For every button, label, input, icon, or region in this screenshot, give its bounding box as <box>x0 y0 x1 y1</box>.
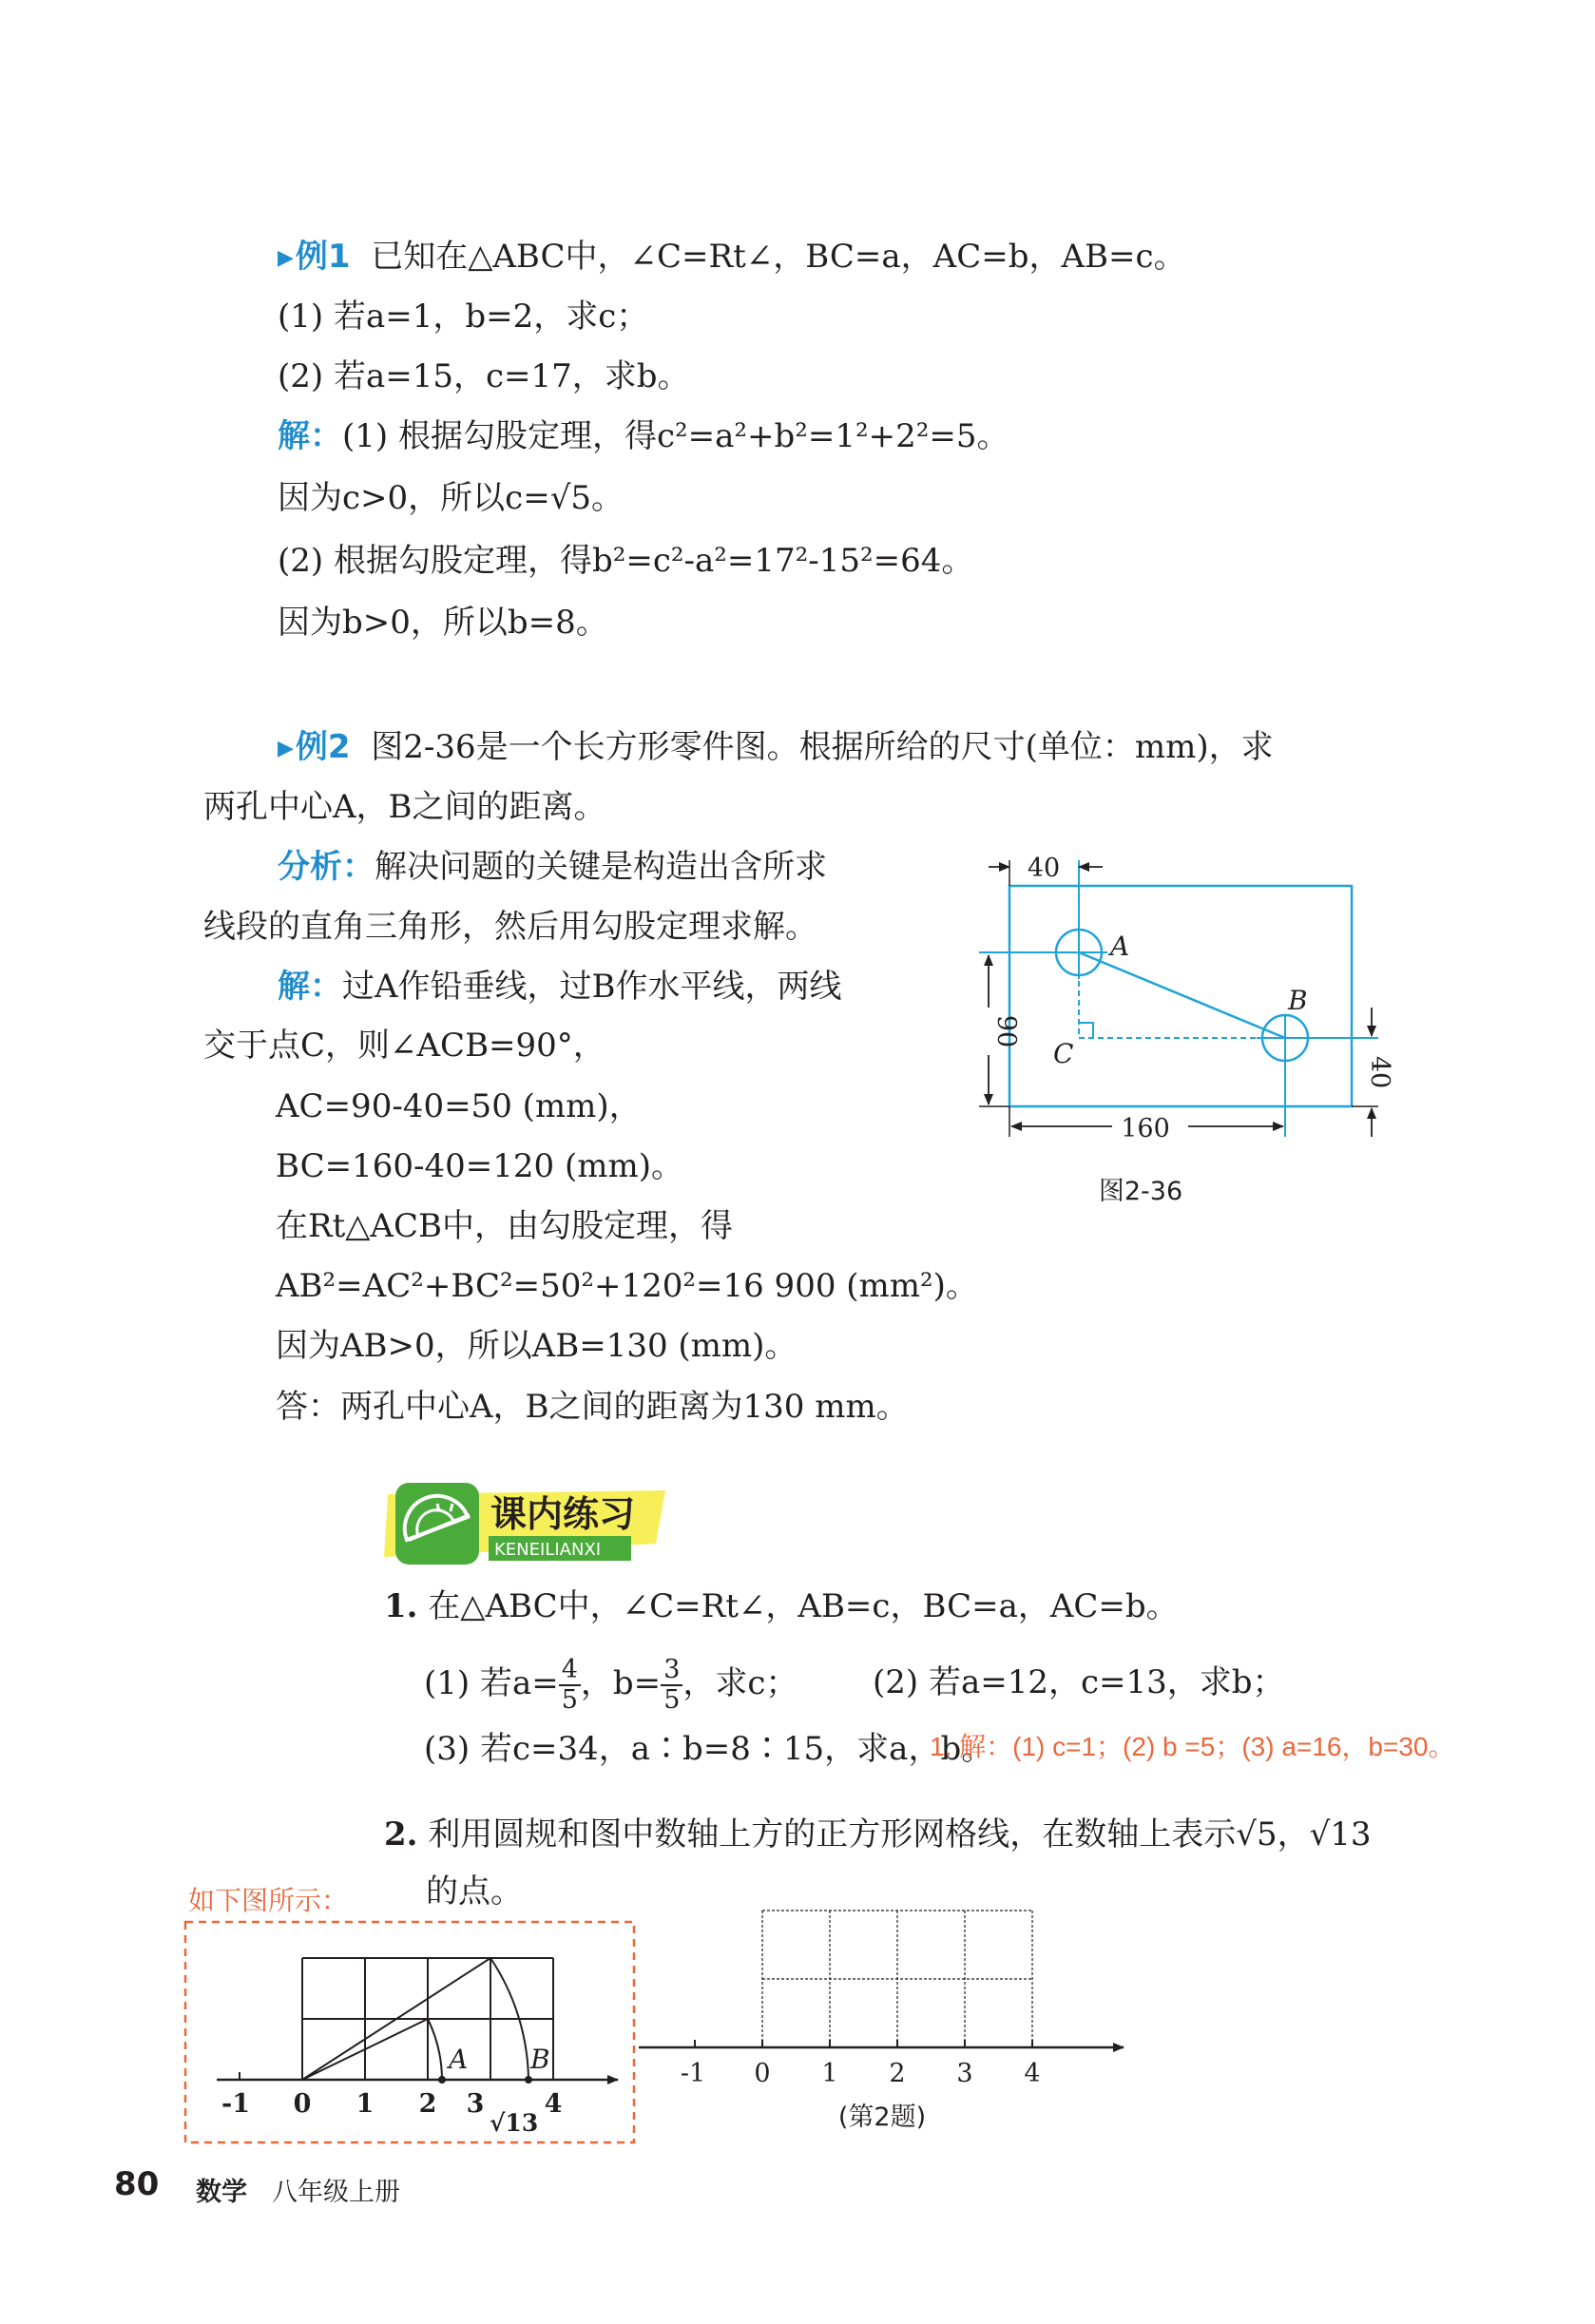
question1-number: 1. <box>384 1587 418 1625</box>
figure-2-36-caption: 图2-36 <box>1098 1177 1183 1206</box>
question1-part1-mid: ，b= <box>580 1664 662 1702</box>
dim-right-label: 40 <box>1365 1055 1394 1089</box>
example1-solution-line3: (2) 根据勾股定理，得b²=c²-a²=17²-15²=64。 <box>278 542 974 580</box>
example2-solution-line4: BC=160-40=120 (mm)。 <box>276 1147 683 1185</box>
example1-label-text: 例1 <box>295 238 351 276</box>
point-a-label: A <box>1110 931 1130 962</box>
number-line-tick-4: 4 <box>1024 2059 1041 2088</box>
example2-solution-line8: 答：两孔中心A，B之间的距离为130 mm。 <box>276 1388 909 1426</box>
number-line-tick-1: 1 <box>821 2059 838 2088</box>
point-c-label: C <box>1053 1038 1074 1069</box>
footer-grade: 八年级上册 <box>272 2178 400 2207</box>
practice-title: 课内练习 <box>490 1493 636 1535</box>
answer-tick-neg1: -1 <box>221 2089 250 2119</box>
question2-text1: 利用圆规和图中数轴上方的正方形网格线，在数轴上表示√5，√13 <box>428 1815 1372 1853</box>
answer-tick-3: 3 <box>466 2089 485 2119</box>
point-b-label: B <box>1288 985 1308 1016</box>
page-number: 80 <box>114 2165 160 2203</box>
number-line-tick-neg1: -1 <box>680 2059 706 2088</box>
example1-solution-line2: 因为c>0，所以c=√5。 <box>278 479 624 517</box>
practice-subtitle: KENEILIANXI <box>494 1540 602 1560</box>
example2-solution-line3: AC=90-40=50 (mm)， <box>276 1087 642 1125</box>
dim-left-label: 90 <box>991 1014 1021 1048</box>
example2-solution-line7: 因为AB>0，所以AB=130 (mm)。 <box>276 1327 798 1365</box>
answer-point-a: A <box>449 2044 469 2075</box>
example1-solution-line4: 因为b>0，所以b=8。 <box>278 604 608 642</box>
example1-part2: (2) 若a=15，c=17，求b。 <box>278 357 690 395</box>
question2-line2: 的点。 <box>426 1873 523 1911</box>
example2-solution-text1: 过A作铅垂线，过B作水平线，两线 <box>342 968 842 1006</box>
triangle-marker-icon: ▶ <box>278 737 294 760</box>
number-line-tick-3: 3 <box>956 2059 973 2088</box>
example2-label-text: 例2 <box>295 728 351 766</box>
question1-part1-pre: (1) 若a= <box>424 1664 559 1702</box>
example2-analysis-text1: 解决问题的关键是构造出含所求 <box>375 848 827 886</box>
answer-tick-4: 4 <box>544 2089 563 2119</box>
question1-part3: (3) 若c=34，a∶b=8∶15，求a，b。 <box>424 1730 994 1768</box>
example2-intro-text1: 图2-36是一个长方形零件图。根据所给的尺寸(单位：mm)，求 <box>371 728 1274 766</box>
answer-tick-2: 2 <box>418 2089 437 2119</box>
example2-solution-line6: AB²=AC²+BC²=50²+120²=16 900 (mm²)。 <box>276 1267 978 1305</box>
fraction-b-denominator: 5 <box>663 1685 681 1715</box>
example1-solution-label: 解： <box>278 417 342 455</box>
fraction-a-numerator: 4 <box>559 1656 581 1686</box>
question2-number: 2. <box>384 1815 418 1853</box>
fraction-b-numerator: 3 <box>661 1656 682 1686</box>
dim-bottom-label: 160 <box>1121 1114 1170 1143</box>
fraction-a-denominator: 5 <box>561 1685 578 1715</box>
number-line-tick-2: 2 <box>889 2059 906 2088</box>
example2-solution-line5: 在Rt△ACB中，由勾股定理，得 <box>276 1207 733 1245</box>
answer2-label: 如下图所示： <box>188 1886 349 1915</box>
number-line-tick-0: 0 <box>754 2059 771 2088</box>
example2-analysis-label: 分析： <box>278 848 375 886</box>
question2-figure-caption: (第2题) <box>837 2103 927 2132</box>
answer1-note: 1. 解：(1) c=1；(2) b =5；(3) a=16，b=30。 <box>930 1732 1455 1761</box>
triangle-marker-icon: ▶ <box>278 246 294 270</box>
example1-part1: (1) 若a=1，b=2，求c； <box>278 298 649 336</box>
question1-text: 在△ABC中，∠C=Rt∠，AB=c，BC=a，AC=b。 <box>428 1587 1179 1625</box>
example1-intro: 已知在△ABC中，∠C=Rt∠，BC=a，AC=b，AB=c。 <box>371 238 1186 276</box>
example1-solution-text1: (1) 根据勾股定理，得c²=a²+b²=1²+2²=5。 <box>342 417 1009 455</box>
example2-intro-line2: 两孔中心A，B之间的距离。 <box>203 788 606 826</box>
answer-tick-0: 0 <box>293 2089 312 2119</box>
footer-subject: 数学 <box>196 2178 247 2207</box>
answer-point-b: B <box>530 2044 550 2075</box>
dim-top-label: 40 <box>1027 854 1061 883</box>
answer-sqrt13-label: √13 <box>490 2109 539 2137</box>
question1-part1-post: ，求c； <box>682 1664 798 1702</box>
example2-solution-label: 解： <box>278 968 342 1006</box>
example2-analysis-line2: 线段的直角三角形，然后用勾股定理求解。 <box>203 908 817 946</box>
example2-solution-line2: 交于点C，则∠ACB=90°， <box>203 1027 605 1065</box>
answer-tick-1: 1 <box>356 2089 375 2119</box>
question2-grid <box>762 1911 1032 2047</box>
question1-part2: (2) 若a=12，c=13，求b； <box>873 1663 1285 1701</box>
